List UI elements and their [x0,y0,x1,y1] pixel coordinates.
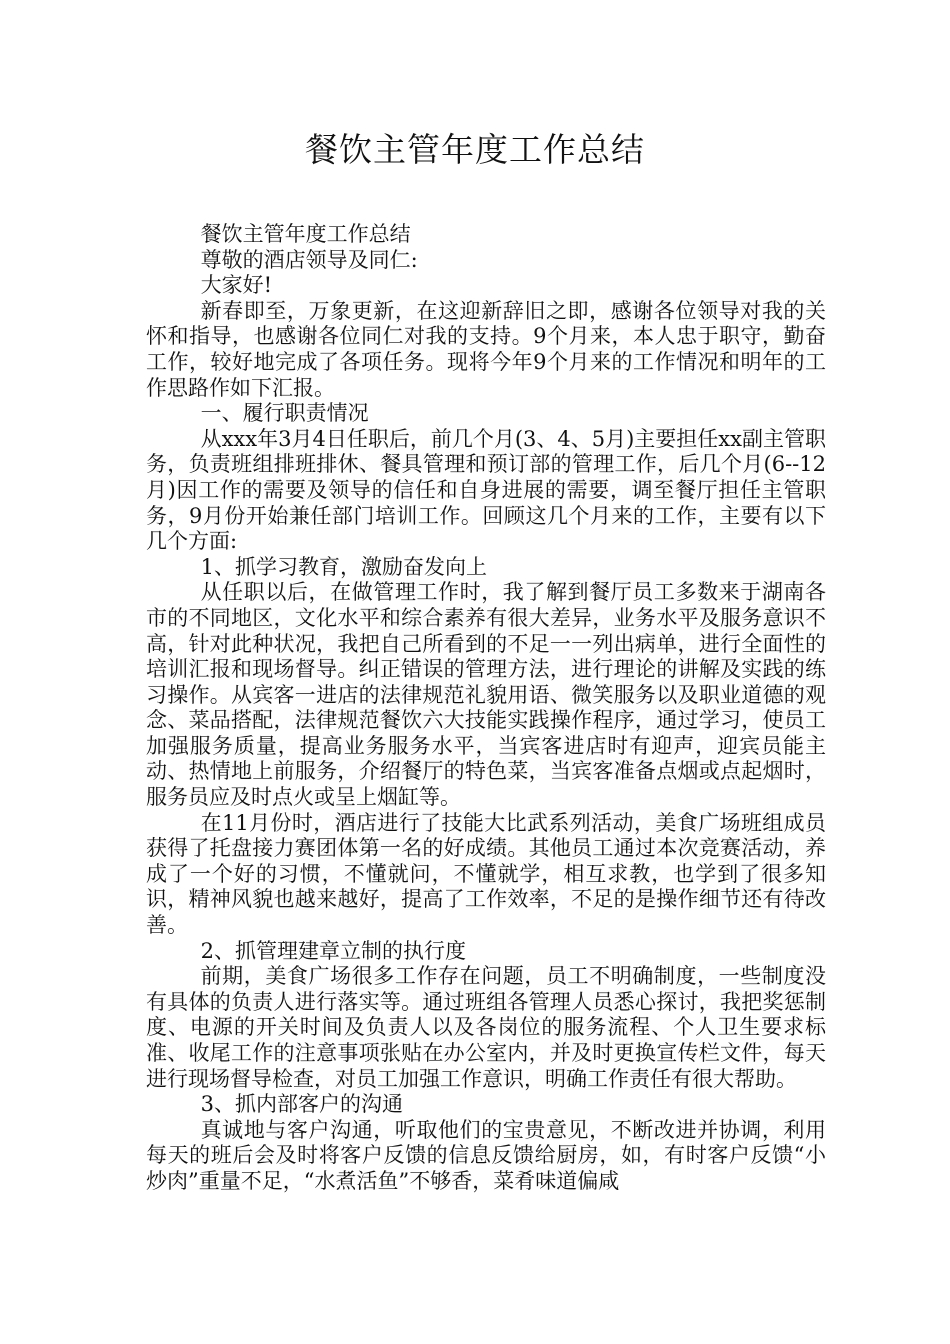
doc-subtitle-line: 餐饮主管年度工作总结 [200,222,411,246]
subsection-heading: 1、抓学习教育，激励奋发向上 [200,554,487,579]
body-paragraph: 从任职以后，在做管理工作时，我了解到餐厅员工多数来于湖南各市的不同地区，文化水平和综合素养有很大差异，业务水平及服务意识不高，针对此种状况，我把自己所看到的不足一一列出病单，进行全面性的培训汇报和现场督导。纠正错误的管理方法，进行理论的讲解及实践的练习操作。从宾客一进店的法律规范礼貌用语、微笑服务以及职业道德的观念、菜品搭配，法律规范餐饮六大技能实践操作程序，通过学习，使员工加强服务质量，提高业务服务水平，当宾客进店时有迎声，迎宾员能主动、热情地上前服务，介绍餐厅的特色菜，当宾客准备点烟或点起烟时，服务员应及时点火或呈上烟缸等。 [146,580,826,810]
salutation-line: 尊敬的酒店领导及同仁: [200,247,418,272]
subsection-heading: 3、抓内部客户的沟通 [200,1092,403,1117]
body-paragraph: 前期，美食广场很多工作存在问题，员工不明确制度，一些制度没有具体的负责人进行落实等。通过班组各管理人员悉心探讨，我把奖惩制度、电源的开关时间及负责人以及各岗位的服务流程、个人卫生要求标准、收尾工作的注意事项张贴在办公室内，并及时更换宣传栏文件，每天进行现场督导检查，对员工加强工作意识，明确工作责任有很大帮助。 [146,964,826,1091]
document-body [146,222,826,1195]
body-paragraph: 真诚地与客户沟通，听取他们的宝贵意见，不断改进并协调，利用每天的班后会及时将客户反馈的信息反馈给厨房，如，有时客户反馈“小炒肉”重量不足，“水煮活鱼”不够香，菜肴味道偏咸 [146,1117,826,1193]
body-paragraph: 在11月份时，酒店进行了技能大比武系列活动，美食广场班组成员获得了托盘接力赛团体第一名的好成绩。其他员工通过本次竞赛活动，养成了一个好的习惯，不懂就问，不懂就学，相互求教，也学到了很多知识，精神风貌也越来越好，提高了工作效率，不足的是操作细节还有待改善。 [146,810,826,938]
document-title: 餐饮主管年度工作总结 [305,130,645,169]
intro-paragraph: 新春即至，万象更新，在这迎新辞旧之即，感谢各位领导对我的关怀和指导，也感谢各位同仁对我的支持。9个月来，本人忠于职守，勤奋工作，较好地完成了各项任务。现将今年9个月来的工作情况和明年的工作思路作如下汇报。 [146,298,826,400]
greeting-line: 大家好! [200,273,273,298]
section-heading: 一、履行职责情况 [200,401,369,426]
body-paragraph: 从xxx年3月4日任职后，前几个月(3、4、5月)主要担任xx副主管职务，负责班组排班排休、餐具管理和预订部的管理工作，后几个月(6--12月)因工作的需要及领导的信任和自身进展的需要，调至餐厅担任主管职务，9月份开始兼任部门培训工作。回顾这几个月来的工作，主要有以下几个方面: [146,426,826,554]
subsection-heading: 2、抓管理建章立制的执行度 [200,938,466,963]
